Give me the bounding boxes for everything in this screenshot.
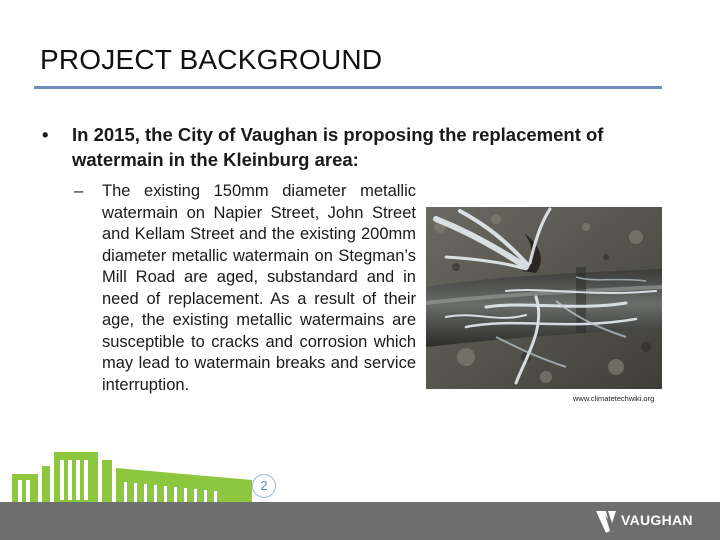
- vaughan-logo-text: VAUGHAN: [621, 512, 693, 528]
- title-underline: [34, 86, 662, 89]
- watermain-break-photo: [426, 207, 662, 389]
- sub-bullet: [74, 181, 416, 396]
- watermain-break-image: [426, 207, 662, 389]
- main-bullet: [42, 122, 642, 172]
- bullet-marker: •: [42, 124, 49, 145]
- city-hall-building-graphic: [12, 440, 252, 506]
- sub-bullet-marker: –: [74, 182, 84, 200]
- sub-bullet-text: The existing 150mm diameter metallic watermain on Napier Street, John Street and Kellam Street and the existing 200mm diameter metallic watermain on Stegman’s Mill Road are aged, substandard and in need of replacement. As a result of their age, the existing metallic watermains are susceptible to cracks and corrosion which may lead to watermain breaks and service interruption.: [102, 182, 416, 394]
- main-bullet-text: In 2015, the City of Vaughan is proposing the replacement of watermain in the Kleinburg area:: [72, 124, 604, 170]
- photo-credit: www.climatetechwiki.org: [573, 394, 655, 403]
- page-number: 2: [260, 478, 268, 493]
- slide-title: PROJECT BACKGROUND: [40, 44, 383, 75]
